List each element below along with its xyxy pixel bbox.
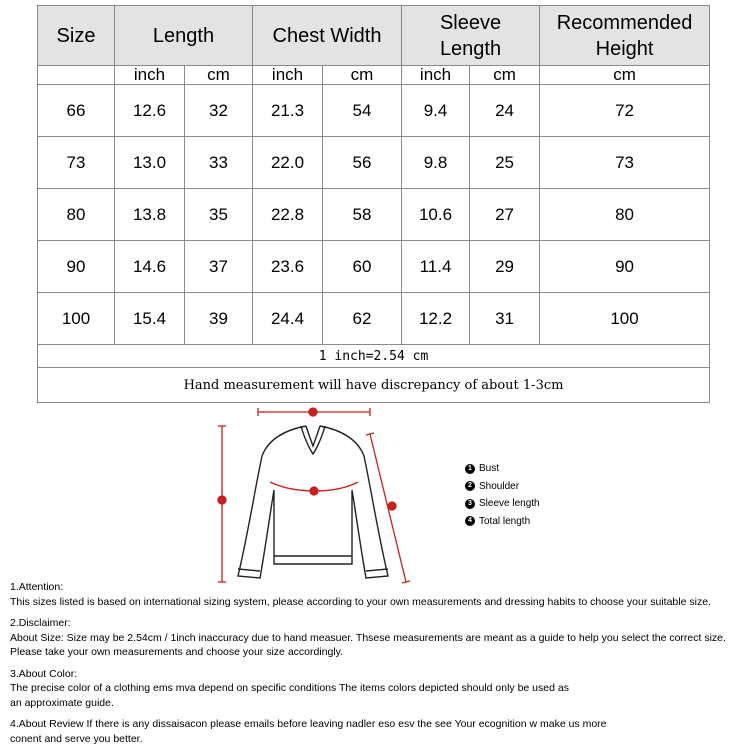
unit-cell: cm — [185, 66, 253, 85]
unit-cell: inch — [253, 66, 323, 85]
attention-text: This sizes listed is based on international sizing system, please according to your own measurements and dressing habits to choose your suitable size. — [10, 595, 711, 608]
cell-sleeve-cm: 29 — [470, 241, 540, 293]
cell-length-cm: 37 — [185, 241, 253, 293]
table-row — [38, 85, 710, 137]
cell-chest-cm: 60 — [323, 241, 402, 293]
review-note — [10, 717, 746, 746]
color-title: 3.About Color: — [10, 667, 78, 680]
cell-size: 80 — [38, 189, 115, 241]
cell-sleeve-inch: 11.4 — [402, 241, 470, 293]
table-row — [38, 137, 710, 189]
color-text: an approximate guide. — [10, 696, 114, 709]
cell-length-inch: 14.6 — [115, 241, 185, 293]
measurement-legend — [465, 460, 540, 530]
review-text: 4.About Review If there is any dissaisacon please emails before leaving nadler eso esv the see Your ecognition w make us more — [10, 718, 607, 730]
cell-length-cm: 35 — [185, 189, 253, 241]
cell-sleeve-cm: 27 — [470, 189, 540, 241]
table-row — [38, 293, 710, 345]
cell-size: 66 — [38, 85, 115, 137]
unit-cell: inch — [402, 66, 470, 85]
cell-sleeve-inch: 12.2 — [402, 293, 470, 345]
disclaimer-text: Please take your own measurements and choose your size accordingly. — [10, 646, 344, 658]
cell-sleeve-inch: 9.4 — [402, 85, 470, 137]
cell-length-inch: 12.6 — [115, 85, 185, 137]
measurement-note: Hand measurement will have discrepancy of about 1-3cm — [38, 368, 710, 403]
disclaimer-title: 2.Disclaimer: — [10, 617, 71, 629]
disclaimer-note — [10, 616, 746, 660]
cell-chest-inch: 24.4 — [253, 293, 323, 345]
header-chest-width: Chest Width — [253, 6, 402, 66]
unit-cell: inch — [115, 66, 185, 85]
table-row — [38, 189, 710, 241]
cell-height-cm: 100 — [540, 293, 710, 345]
cell-size: 73 — [38, 137, 115, 189]
header-size: Size — [38, 6, 115, 66]
left-cuff — [238, 569, 260, 571]
cell-height-cm: 80 — [540, 189, 710, 241]
unit-cell: cm — [470, 66, 540, 85]
conversion-note-row — [38, 345, 710, 368]
sweater-measurement-diagram — [210, 404, 618, 590]
legend-label: Total length — [479, 515, 531, 527]
color-note — [10, 667, 746, 711]
conversion-note: 1 inch=2.54 cm — [38, 345, 710, 368]
cell-sleeve-cm: 31 — [470, 293, 540, 345]
cell-size: 100 — [38, 293, 115, 345]
cell-sleeve-inch: 10.6 — [402, 189, 470, 241]
right-cuff — [366, 569, 388, 571]
cell-length-inch: 13.8 — [115, 189, 185, 241]
cell-chest-inch: 23.6 — [253, 241, 323, 293]
legend-label: Shoulder — [479, 480, 520, 492]
cell-chest-cm: 54 — [323, 85, 402, 137]
cell-length-cm: 33 — [185, 137, 253, 189]
cell-length-inch: 13.0 — [115, 137, 185, 189]
cell-sleeve-inch: 9.8 — [402, 137, 470, 189]
notes-section — [10, 580, 746, 753]
sweater-neckline — [306, 426, 320, 446]
header-recommended-height: Recommended Height — [540, 6, 710, 66]
cell-length-cm: 39 — [185, 293, 253, 345]
header-sleeve-length: Sleeve Length — [402, 6, 540, 66]
attention-title: 1.Attention: — [10, 581, 64, 593]
legend-item-sleeve-length — [465, 495, 540, 513]
cell-chest-cm: 56 — [323, 137, 402, 189]
units-row — [38, 66, 710, 85]
sleeve-length-marker — [388, 502, 396, 510]
cell-chest-cm: 62 — [323, 293, 402, 345]
cell-size: 90 — [38, 241, 115, 293]
disclaimer-text: About Size: Size may be 2.54cm / 1inch inaccuracy due to hand measuer. Thsese measurements are meant as a guide to help you select the correct size. — [10, 631, 726, 644]
number-4-icon: 4 — [465, 516, 475, 526]
cell-sleeve-cm: 24 — [470, 85, 540, 137]
cell-sleeve-cm: 25 — [470, 137, 540, 189]
measurement-note-row — [38, 368, 710, 403]
header-length: Length — [115, 6, 253, 66]
sweater-outline — [238, 426, 388, 578]
unit-cell: cm — [540, 66, 710, 85]
table-row — [38, 241, 710, 293]
color-text: The precise color of a clothing ems mva depend on specific conditions The items colors depicted should only be used as — [10, 682, 569, 694]
cell-height-cm: 73 — [540, 137, 710, 189]
legend-label: Sleeve length — [479, 498, 540, 509]
number-2-icon: 2 — [465, 481, 475, 491]
cell-chest-inch: 22.8 — [253, 189, 323, 241]
cell-length-inch: 15.4 — [115, 293, 185, 345]
sweater-neckline-inner — [301, 426, 325, 454]
cell-length-cm: 32 — [185, 85, 253, 137]
bust-marker — [310, 487, 318, 495]
unit-cell-empty — [38, 66, 115, 85]
table-header-row — [38, 6, 710, 66]
cell-chest-cm: 58 — [323, 189, 402, 241]
number-1-icon: 1 — [465, 464, 475, 474]
cell-height-cm: 72 — [540, 85, 710, 137]
cell-height-cm: 90 — [540, 241, 710, 293]
cell-chest-inch: 21.3 — [253, 85, 323, 137]
legend-label: Bust — [479, 463, 500, 474]
attention-note — [10, 580, 746, 609]
total-length-marker — [218, 496, 226, 504]
shoulder-marker — [309, 408, 317, 416]
cell-chest-inch: 22.0 — [253, 137, 323, 189]
legend-item-bust — [465, 460, 540, 478]
review-text: conent and serve you better. — [10, 732, 143, 745]
size-chart-table — [37, 5, 710, 403]
legend-item-total-length — [465, 513, 540, 531]
legend-item-shoulder — [465, 478, 540, 496]
unit-cell: cm — [323, 66, 402, 85]
number-3-icon: 3 — [465, 499, 475, 509]
